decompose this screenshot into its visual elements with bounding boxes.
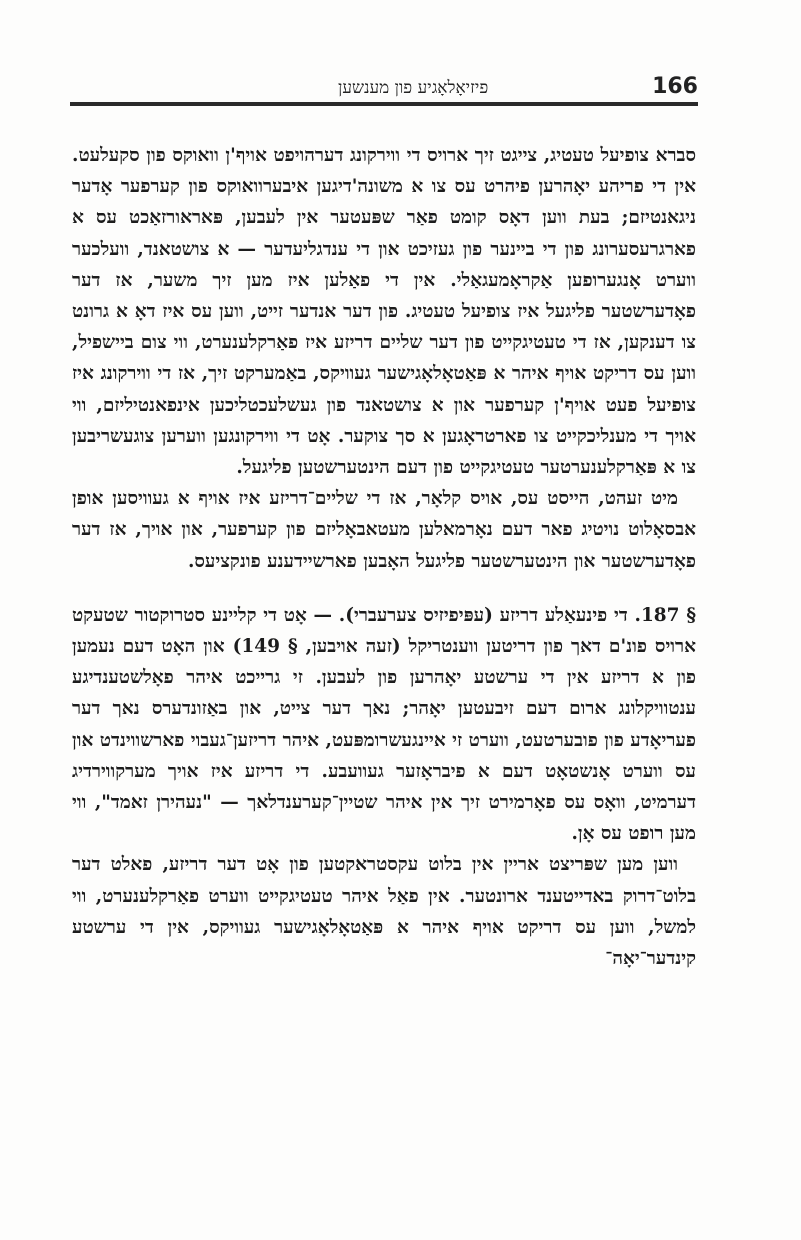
page-number: 166 <box>652 74 698 99</box>
header-rule <box>70 102 698 106</box>
section-paragraph: § 187. די פינעאַלע דריזע (עפּיפיזיס צערעברי). — אָט די קליינע סטרוקטור שטעקט ארויס פונ'ם דאך פון דריטען ווענטריקל (זעה אויבען, § 149) און האָט דעם נעמען פון א דריזע אין די ערשטע יאָהרען פון לעבען. זי גרייכט איהר פאָלשטענדיגע ענטוויקלונג ארום דעם זיבעטען יאָהר; נאך דער צייט, און באַזונדערס נאך דער פעריאָדע פון פובערטעט, ווערט זי איינגעשרומפּעט, איהר דריזען־געבוי פארשווינדט און עס ווערט אָנשטאָט דעם א פיבראָזער געוועבע. די דריזע איז אויך מערקווירדיג דערמיט, וואָס עס פאָרמירט זיך אין איהר שטיין־קערענדלאך — "נעהירן זאמד", ווי מען רופט עס אָן. <box>72 604 696 845</box>
body-text <box>72 140 696 974</box>
paragraph: מיט זעהט, הייסט עס, אויס קלאָר, אז די שליים־דריזע איז אויף א געוויסען אופן אבסאָלוט נויטיג פאר דעם נאָרמאלען מעטאבאָליזם פון קערפער, און אויך, אז דער פאָדערשטער און הינטערשטער פליגעל האָבען פארשיידענע פונקציעס. <box>72 488 696 572</box>
paragraph: ווען מען שפּריצט אריין אין בלוט עקסטראקטען פון אָט דער דריזע, פאלט דער בלוט־דרוק באדייטענד ארונטער. אין פאַל איהר טעטיגקייט ווערט פאַרקלענערט, ווי למשל, ווען עס דריקט אויף איהר א פּאַטאָלאָגישער געוויקס, אין די ערשטע קינדער־יאָה־ <box>72 854 696 970</box>
running-title: פיזיאָלאָגיע פון מענשען <box>338 78 489 98</box>
page-header <box>70 74 698 104</box>
paragraph: סברא צופיעל טעטיג, צייגט זיך ארויס די ווירקונג דערהויפט אויף'ן וואוקס פון סקעלעט. אין די פריהע יאָהרען פיהרט עס צו א משונה'דיגען איבערוואוקס פון קערפער אָדער ניגאנטיזם; בעת ווען דאָס קומט פאַר שפּעטער אין לעבען, פּאראורזאַכט עס א פארגרעסערונג פון די ביינער פון געזיכט און די ענדגליעדער — א צושטאנד, וועלכער ווערט אָנגערופען אַקראָמעגאַלי. אין די פאַלען איז מען זיך משער, אז דער פאָדערשטער פליגעל איז צופיעל טעטיג. פון דער אנדער זייט, ווען עס איז דאָ א גרונט צו דענקען, אז די טעטיגקייט פון דער שליים דריזע איז פאַרקלענערט, ווי צום ביישפיל, ווען עס דריקט אויף איהר א פּאַטאָלאָגישער געוויקס, באַמערקט זיך, אז די ווירקונג איז צופיעל פעט אויף'ן קערפער און א צושטאנד פון געשלעכטליכען אינפאנטיליזם, ווי אויך די מענליכקייט צו פארטראָגען א סך צוקער. אָט די ווירקונגען ווערען צוגעשריבען צו א פּאַרקלענערטער טעטיגקייט פון דעם הינטערשטען פליגעל. <box>72 145 696 479</box>
